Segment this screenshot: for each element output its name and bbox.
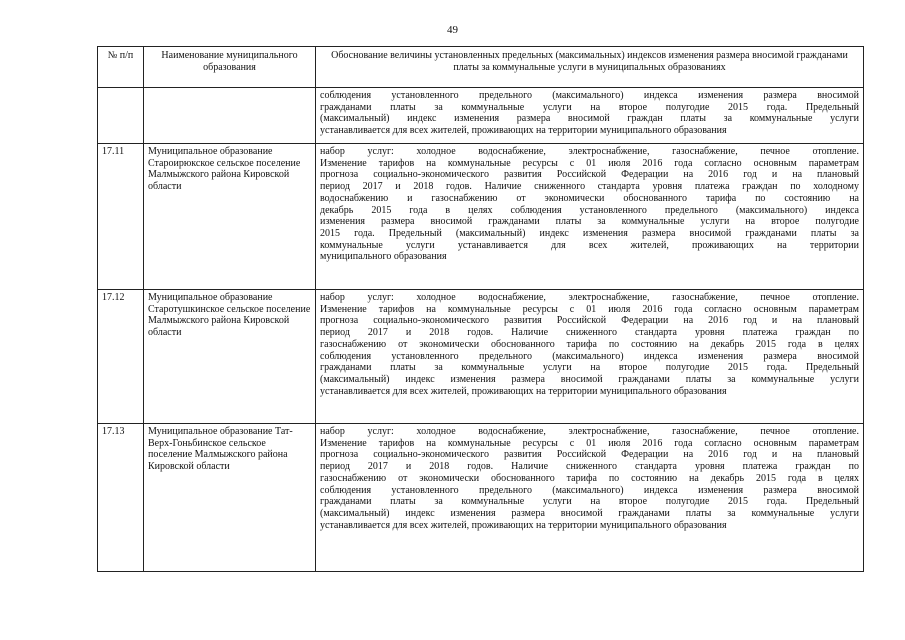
text-line: изменения размера вносимой гражданами платы за коммунальные услуги на второе полугодие [320, 216, 859, 228]
text-line: (максимальный) индекс изменения размера вносимой граждан платы за коммунальные услуги [320, 113, 859, 125]
row-number [98, 88, 144, 144]
justification-text [316, 144, 864, 290]
header-name: Наименование муниципального образования [144, 47, 316, 88]
text-line: (максимальный) индекс изменения размера вносимой гражданами платы за коммунальные услуги [320, 507, 859, 519]
text-line: прогноза социально-экономического развития Российской Федерации на 2016 год и на плановый [320, 449, 859, 461]
text-line: (максимальный) индекс изменения размера вносимой гражданами платы за коммунальные услуги [320, 373, 859, 385]
page-number: 49 [447, 24, 458, 36]
tariff-table [97, 46, 864, 572]
text-line: набор услуг: холодное водоснабжение, электроснабжение, газоснабжение, печное отопление. [320, 426, 859, 437]
text-line: устанавливается для всех жителей, проживающих на территории муниципального образования [320, 125, 727, 137]
text-line: коммунальные услуги устанавливается для всех жителей, проживающих на территории [320, 239, 859, 251]
table-row [98, 424, 864, 572]
justification-text [316, 290, 864, 424]
text-line: декабрь 2015 года в целях соблюдения установленного предельного (максимального) индекса [320, 204, 859, 216]
table-row [98, 88, 864, 144]
text-line: период 2017 и 2018 годов. Наличие сниженного стандарта уровня платежа граждан по [320, 461, 859, 473]
municipality-name: Муниципальное образование Тат-Верх-Гоньбинское сельское поселение Малмыжского района Кировской области [144, 424, 316, 572]
text-line: муниципального образования [320, 251, 447, 263]
text-line: гражданами платы за коммунальные услуги на второе полугодие 2015 года. Предельный [320, 496, 859, 508]
header-num: № п/п [98, 47, 144, 88]
text-line: период 2017 и 2018 годов. Наличие сниженного стандарта уровня платежа граждан по [320, 327, 859, 339]
table-header-row [98, 47, 864, 88]
text-line: Изменение тарифов на коммунальные ресурсы с 01 июля 2016 года согласно основным параметрам [320, 157, 859, 169]
text-line: набор услуг: холодное водоснабжение, электроснабжение, газоснабжение, печное отопление. [320, 292, 859, 303]
municipality-name: Муниципальное образование Старотушкинское сельское поселение Малмыжского района Кировской области [144, 290, 316, 424]
text-line: устанавливается для всех жителей, проживающих на территории муниципального образования [320, 519, 727, 531]
text-line: прогноза социально-экономического развития Российской Федерации на 2016 год и на плановый [320, 315, 859, 327]
text-line: Изменение тарифов на коммунальные ресурсы с 01 июля 2016 года согласно основным параметрам [320, 437, 859, 449]
municipality-name [144, 88, 316, 144]
header-justification: Обоснование величины установленных предельных (максимальных) индексов изменения размера вносимой гражданами платы за коммунальные услуги в муниципальных образованиях [316, 47, 864, 88]
table-row [98, 144, 864, 290]
text-line: период 2017 и 2018 годов. Наличие сниженного стандарта уровня платежа граждан по холодному [320, 181, 859, 193]
text-line: набор услуг: холодное водоснабжение, электроснабжение, газоснабжение, печное отопление. [320, 146, 859, 157]
text-line: соблюдения установленного предельного (максимального) индекса изменения размера вносимой [320, 350, 859, 362]
row-number: 17.11 [98, 144, 144, 290]
municipality-name: Муниципальное образование Староирюкское сельское поселение Малмыжского района Кировской области [144, 144, 316, 290]
text-line: 2015 года. Предельный (максимальный) индекс изменения размера вносимой гражданами платы за [320, 227, 859, 239]
text-line: соблюдения установленного предельного (максимального) индекса изменения размера вносимой [320, 484, 859, 496]
text-line: водоснабжению и газоснабжению от экономически обоснованного тарифа по состоянию на [320, 192, 859, 204]
text-line: гражданами платы за коммунальные услуги на второе полугодие 2015 года. Предельный [320, 362, 859, 374]
text-line: газоснабжению от экономически обоснованного тарифа по состоянию на декабрь 2015 года в целях [320, 338, 859, 350]
table-row [98, 290, 864, 424]
justification-text [316, 424, 864, 572]
text-line: газоснабжению от экономически обоснованного тарифа по состоянию на декабрь 2015 года в целях [320, 472, 859, 484]
text-line: Изменение тарифов на коммунальные ресурсы с 01 июля 2016 года согласно основным параметрам [320, 303, 859, 315]
text-line: устанавливается для всех жителей, проживающих на территории муниципального образования [320, 385, 727, 397]
justification-text [316, 88, 864, 144]
row-number: 17.13 [98, 424, 144, 572]
text-line: соблюдения установленного предельного (максимального) индекса изменения размера вносимой [320, 90, 859, 101]
text-line: гражданами платы за коммунальные услуги на второе полугодие 2015 года. Предельный [320, 101, 859, 113]
table-body [98, 88, 864, 572]
row-number: 17.12 [98, 290, 144, 424]
text-line: прогноза социально-экономического развития Российской Федерации на 2016 год и на плановый [320, 169, 859, 181]
